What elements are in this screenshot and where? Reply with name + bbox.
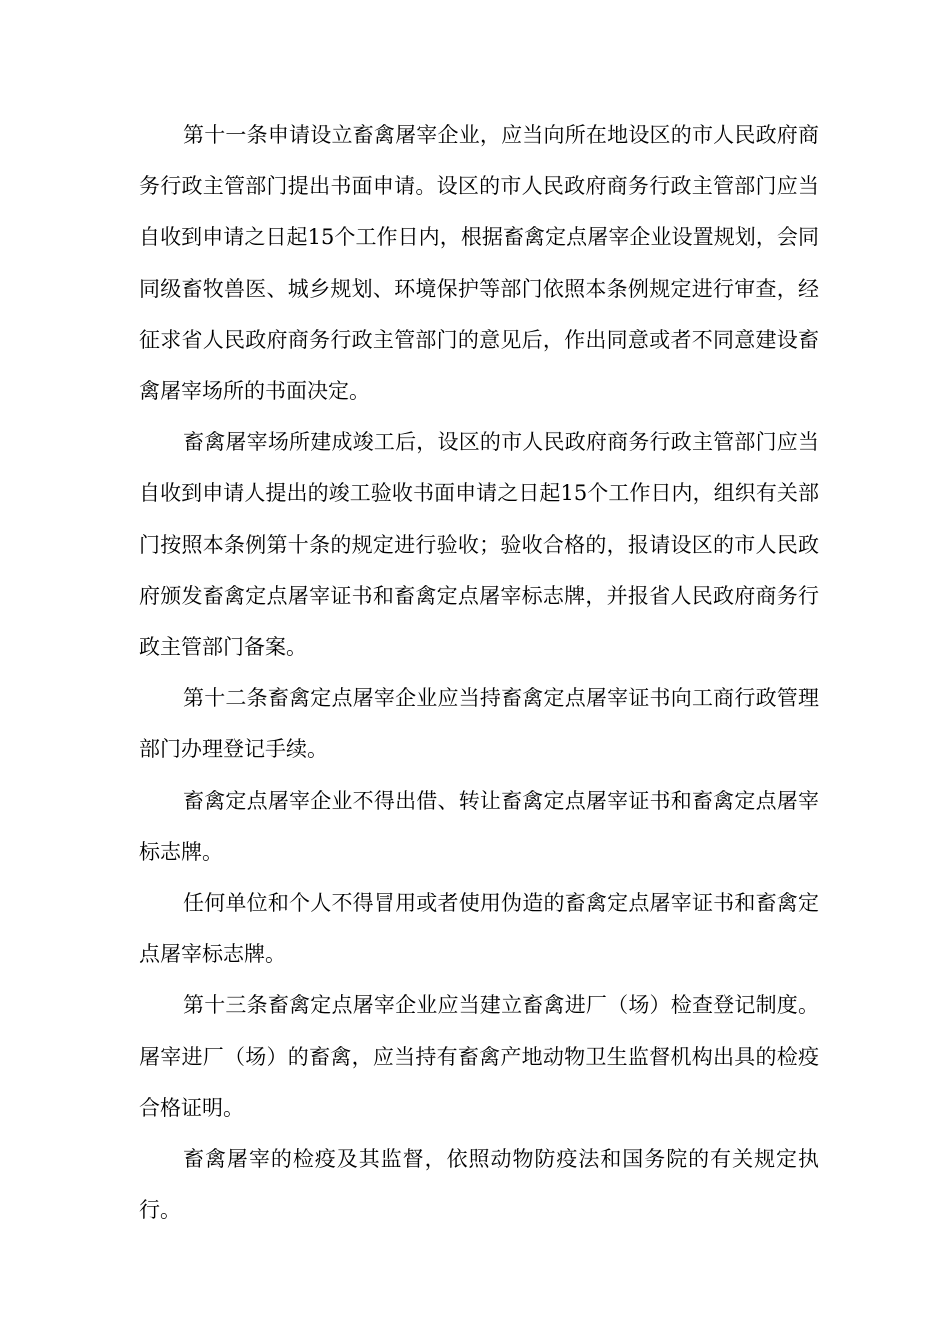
paragraph-quarantine: 畜禽屠宰的检疫及其监督，依照动物防疫法和国务院的有关规定执行。	[139, 1147, 819, 1223]
paragraph-no-lending: 畜禽定点屠宰企业不得出借、转让畜禽定点屠宰证书和畜禽定点屠宰标志牌。	[139, 788, 819, 864]
paragraph-no-counterfeit: 任何单位和个人不得冒用或者使用伪造的畜禽定点屠宰证书和畜禽定点屠宰标志牌。	[139, 891, 819, 967]
paragraph-completion-acceptance: 畜禽屠宰场所建成竣工后，设区的市人民政府商务行政主管部门应当自收到申请人提出的竣工验收书面申请之日起15个工作日内，组织有关部门按照本条例第十条的规定进行验收；验收合格的，报请设区的市人民政府颁发畜禽定点屠宰证书和畜禽定点屠宰标志牌，并报省人民政府商务行政主管部门备案。	[139, 430, 819, 660]
paragraph-article-11: 第十一条申请设立畜禽屠宰企业，应当向所在地设区的市人民政府商务行政主管部门提出书面申请。设区的市人民政府商务行政主管部门应当自收到申请之日起15个工作日内，根据畜禽定点屠宰企业设置规划，会同同级畜牧兽医、城乡规划、环境保护等部门依照本条例规定进行审查，经征求省人民政府商务行政主管部门的意见后，作出同意或者不同意建设畜禽屠宰场所的书面决定。	[139, 123, 819, 404]
document-page	[139, 110, 819, 1236]
paragraph-article-12: 第十二条畜禽定点屠宰企业应当持畜禽定点屠宰证书向工商行政管理部门办理登记手续。	[139, 686, 819, 762]
paragraph-article-13: 第十三条畜禽定点屠宰企业应当建立畜禽进厂（场）检查登记制度。屠宰进厂（场）的畜禽，应当持有畜禽产地动物卫生监督机构出具的检疫合格证明。	[139, 993, 819, 1120]
